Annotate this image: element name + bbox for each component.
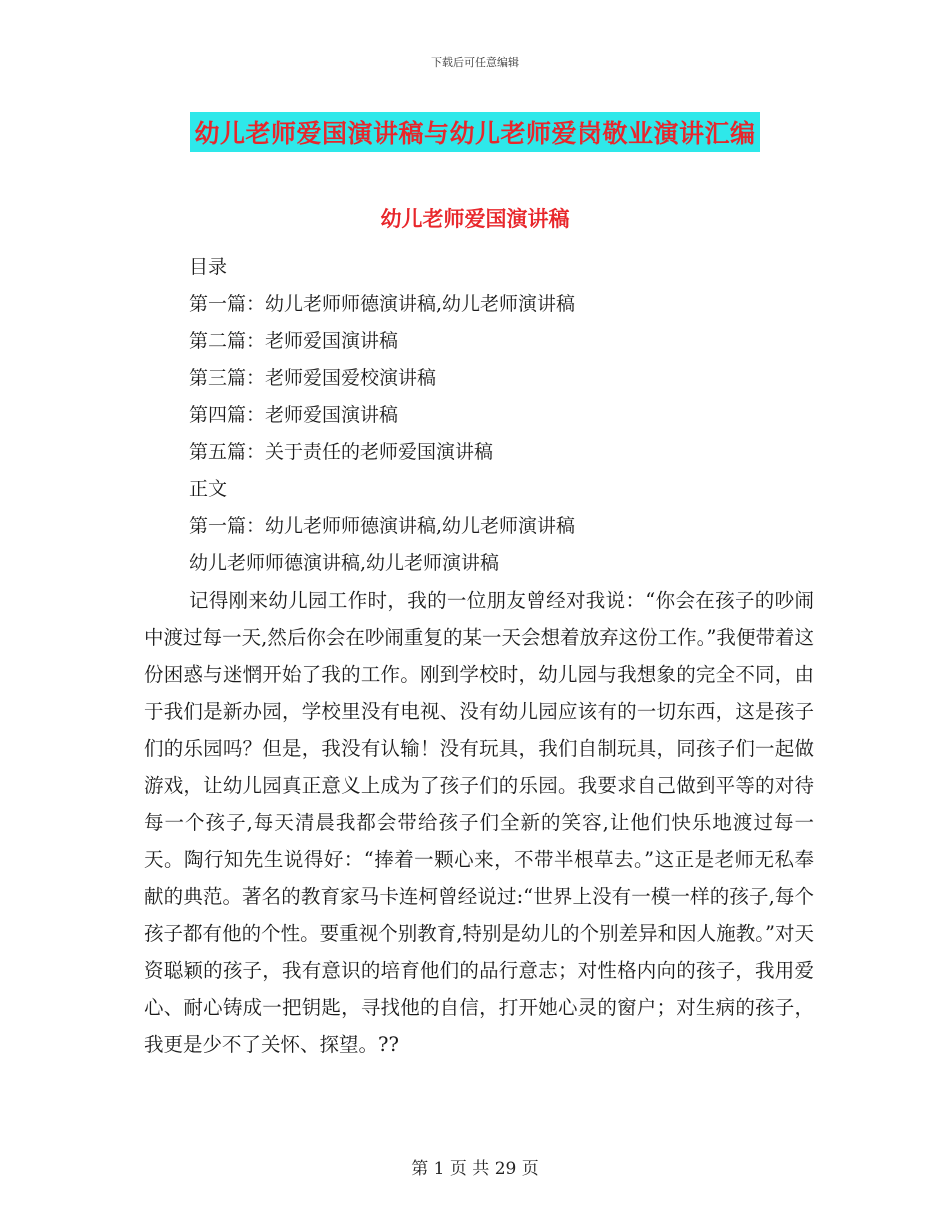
toc-line: 第三篇：老师爱国爱校演讲稿 bbox=[189, 367, 437, 389]
doc-title-container bbox=[0, 112, 950, 152]
section-title: 幼儿老师爱国演讲稿 bbox=[380, 206, 570, 231]
toc-line: 第五篇：关于责任的老师爱国演讲稿 bbox=[189, 441, 494, 463]
page-number: 第 1 页 共 29 页 bbox=[411, 1159, 539, 1179]
toc-line: 第二篇：老师爱国演讲稿 bbox=[189, 330, 399, 352]
toc-line: 第一篇：幼儿老师师德演讲稿,幼儿老师演讲稿 bbox=[189, 293, 576, 315]
toc-line: 正文 bbox=[189, 478, 228, 500]
doc-title: 幼儿老师爱国演讲稿与幼儿老师爱岗敬业演讲汇编 bbox=[190, 112, 759, 152]
body-paragraph: 记得刚来幼儿园工作时，我的一位朋友曾经对我说：“你会在孩子的吵闹中渡过每一天,然后你会在吵闹重复的某一天会想着放弃这份工作。”我便带着这份困惑与迷惘开始了我的工作。刚到学校时，幼儿园与我想象的完全不同，由于我们是新办园，学校里没有电视、没有幼儿园应该有的一切东西，这是孩子们的乐园吗？但是，我没有认输！没有玩具，我们自制玩具，同孩子们一起做游戏，让幼儿园真正意义上成为了孩子们的乐园。我要求自己做到平等的对待每一个孩子,每天清晨我都会带给孩子们全新的笑容,让他们快乐地渡过每一天。陶行知先生说得好：“捧着一颗心来，不带半根草去。”这正是老师无私奉献的典范。著名的教育家马卡连柯曾经说过:“世界上没有一模一样的孩子,每个孩子都有他的个性。要重视个别教育,特别是幼儿的个别差异和因人施教。”对天资聪颖的孩子，我有意识的培育他们的品行意志；对性格内向的孩子，我用爱心、耐心铸成一把钥匙，寻找他的自信，打开她心灵的窗户；对生病的孩子，我更是少不了关怀、探望。?? bbox=[144, 589, 814, 1056]
toc-line: 第四篇：老师爱国演讲稿 bbox=[189, 404, 399, 426]
toc-line: 幼儿老师师德演讲稿,幼儿老师演讲稿 bbox=[189, 552, 500, 574]
header-note: 下载后可任意编辑 bbox=[431, 56, 519, 69]
toc-line: 目录 bbox=[189, 256, 228, 278]
toc-line: 第一篇：幼儿老师师德演讲稿,幼儿老师演讲稿 bbox=[189, 515, 576, 537]
table-of-contents bbox=[189, 249, 575, 582]
